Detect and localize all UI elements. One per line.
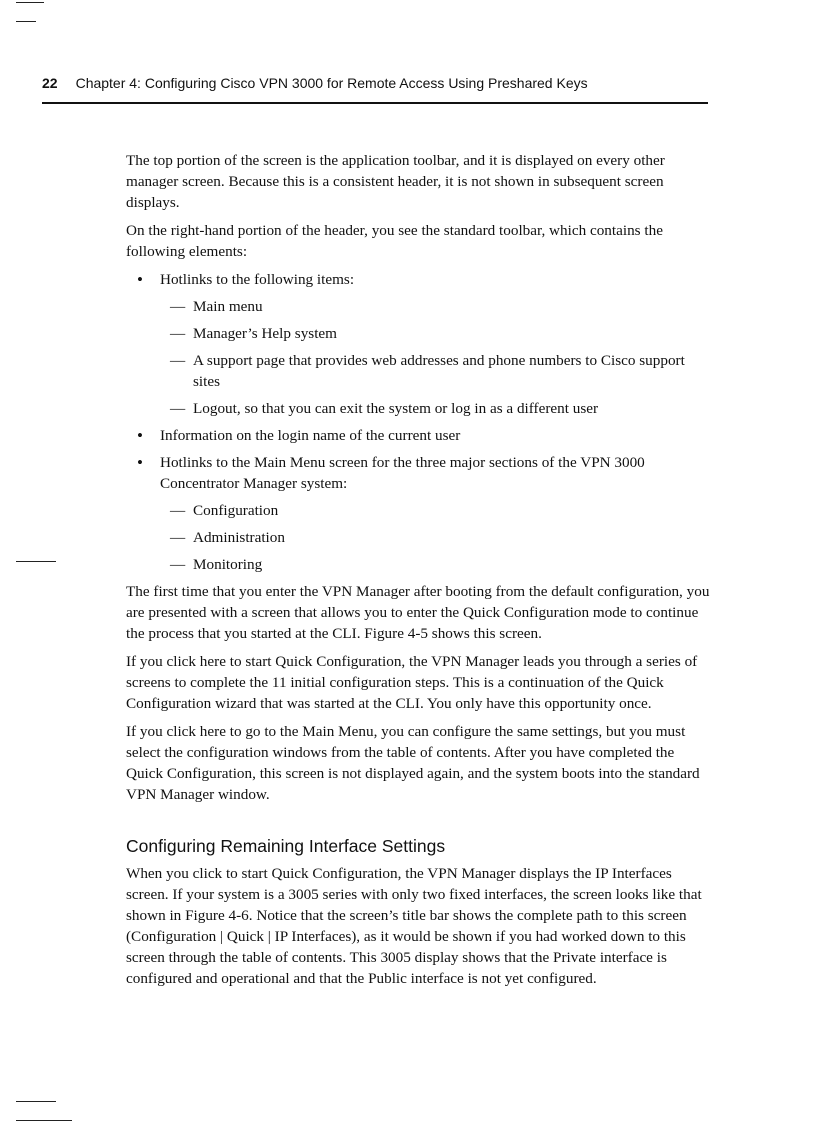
- list-item-text: Information on the login name of the current user: [160, 427, 461, 444]
- crop-mark-middle: [16, 561, 56, 562]
- page-number: 22: [42, 75, 58, 91]
- dash-icon: —: [170, 400, 186, 417]
- paragraph-quick-config: If you click here to start Quick Configuration, the VPN Manager leads you through a series of screens to complete the 11 initial configuration steps. This is a continuation of the Quick Configuration wizard that was started at the CLI. You only have this opportunity once.: [126, 653, 698, 712]
- dash-icon: —: [170, 502, 186, 519]
- toolbar-element-list: [126, 269, 710, 575]
- chapter-title: Chapter 4: Configuring Cisco VPN 3000 for Remote Access Using Preshared Keys: [75, 75, 588, 91]
- dash-icon: —: [170, 298, 186, 315]
- sub-list-item: [160, 296, 710, 317]
- bullet-icon: •: [137, 453, 143, 472]
- sub-list-item-text: Manager’s Help system: [193, 325, 337, 342]
- dash-icon: —: [170, 556, 186, 573]
- dash-icon: —: [170, 529, 186, 546]
- bullet-icon: •: [137, 426, 143, 445]
- sub-list-item-text: Main menu: [193, 298, 263, 315]
- sub-list-item: [160, 500, 710, 521]
- bullet-icon: •: [137, 270, 143, 289]
- crop-mark-bottom-1: [16, 1101, 56, 1102]
- page-body: [126, 150, 710, 989]
- sub-list-item-text: A support page that provides web addresses and phone numbers to Cisco support sites: [193, 352, 685, 390]
- sub-list-item: [160, 527, 710, 548]
- crop-mark-top-1: [16, 2, 44, 3]
- paragraph-main-menu: If you click here to go to the Main Menu, you can configure the same settings, but you must select the configuration windows from the table of contents. After you have completed the Quick Configuration, this screen is not displayed again, and the system boots into the standard VPN Manager window.: [126, 723, 700, 803]
- section-heading: Configuring Remaining Interface Settings: [126, 836, 446, 856]
- list-item: [126, 452, 710, 575]
- sub-list-item-text: Configuration: [193, 502, 279, 519]
- crop-mark-bottom-2: [16, 1120, 72, 1121]
- sub-list-item-text: Monitoring: [193, 556, 263, 573]
- sub-list-item-text: Administration: [193, 529, 285, 546]
- sub-list-item: [160, 350, 710, 392]
- sub-list-item: [160, 323, 710, 344]
- paragraph-toolbar-elements: On the right-hand portion of the header, you see the standard toolbar, which contains the following elements:: [126, 222, 663, 260]
- sub-list: [160, 296, 710, 419]
- sub-list-item: [160, 554, 710, 575]
- sub-list-item: [160, 398, 710, 419]
- list-item-text: Hotlinks to the Main Menu screen for the three major sections of the VPN 3000 Concentrator Manager system:: [160, 454, 645, 492]
- list-item-text: Hotlinks to the following items:: [160, 271, 355, 288]
- sub-list-item-text: Logout, so that you can exit the system or log in as a different user: [193, 400, 599, 417]
- paragraph-first-time: The first time that you enter the VPN Manager after booting from the default configuration, you are presented with a screen that allows you to enter the Quick Configuration mode to continue the process that you started at the CLI. Figure 4-5 shows this screen.: [126, 583, 710, 642]
- paragraph-ip-interfaces: When you click to start Quick Configuration, the VPN Manager displays the IP Interfaces screen. If your system is a 3005 series with only two fixed interfaces, the screen looks like that shown in Figure 4-6. Notice that the screen’s title bar shows the complete path to this screen (Configuration | Quick | IP Interfaces), as it would be shown if you had worked down to this screen through the table of contents. This 3005 display shows that the Private interface is configured and operational and that the Public interface is not yet configured.: [126, 865, 702, 987]
- dash-icon: —: [170, 352, 186, 369]
- list-item: [126, 425, 710, 446]
- running-header: [42, 74, 708, 104]
- sub-list: [160, 500, 710, 575]
- paragraph-toolbar-intro: The top portion of the screen is the application toolbar, and it is displayed on every other manager screen. Because this is a consistent header, it is not shown in subsequent screen displays.: [126, 152, 665, 211]
- dash-icon: —: [170, 325, 186, 342]
- list-item: [126, 269, 710, 419]
- crop-mark-top-2: [16, 21, 36, 22]
